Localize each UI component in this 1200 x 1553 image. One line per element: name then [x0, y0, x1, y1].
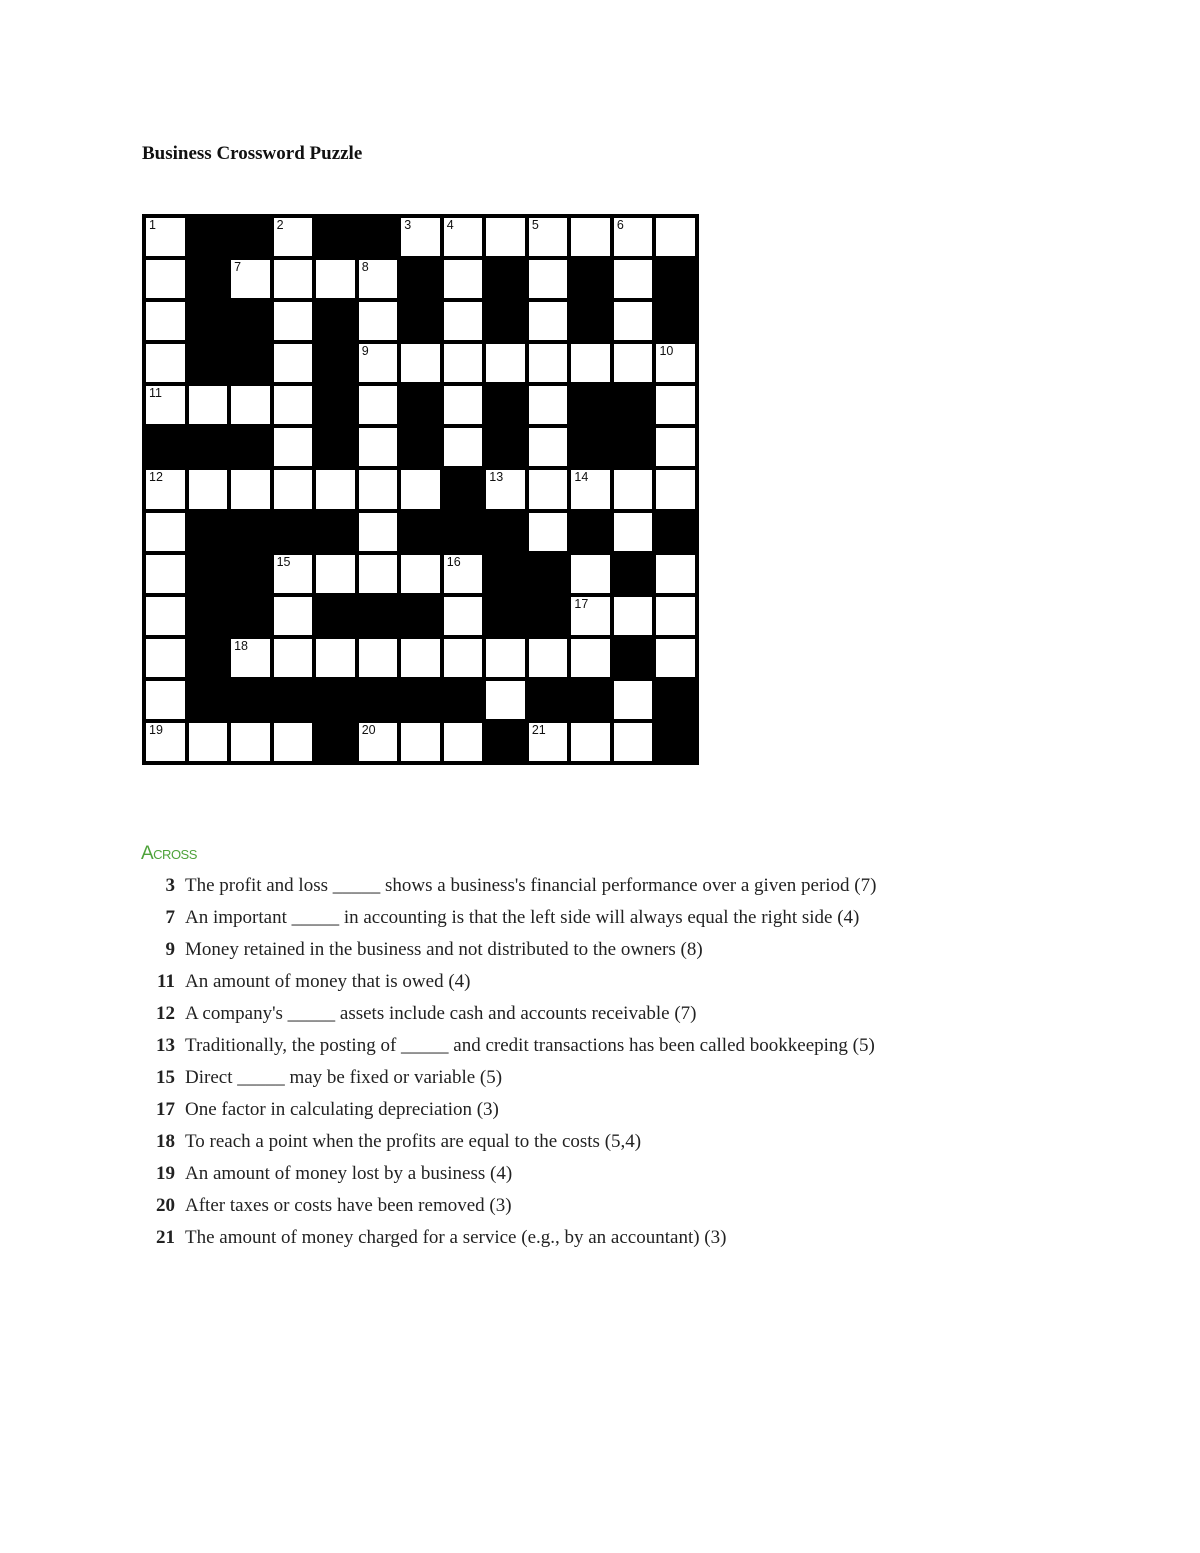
grid-cell[interactable] — [401, 723, 442, 763]
grid-cell[interactable] — [571, 218, 612, 258]
blocked-cell — [187, 637, 230, 679]
grid-cell[interactable] — [359, 723, 400, 763]
clue-text: An amount of money that is owed (4) — [185, 971, 471, 992]
clue-number: 9 — [165, 939, 175, 960]
blocked-cell — [357, 216, 400, 258]
grid-cell[interactable] — [146, 470, 187, 510]
grid-cell[interactable] — [274, 428, 315, 468]
grid-cell[interactable] — [401, 218, 442, 258]
grid-cell[interactable] — [444, 218, 485, 258]
grid-cell[interactable] — [146, 218, 187, 258]
grid-cell[interactable] — [316, 555, 357, 595]
blocked-cell — [229, 426, 272, 468]
blocked-cell — [229, 595, 272, 637]
grid-cell[interactable] — [529, 218, 570, 258]
blocked-cell — [144, 426, 187, 468]
grid-cell[interactable] — [656, 344, 697, 384]
clue-text: Direct _____ may be fixed or variable (5) — [185, 1067, 503, 1088]
grid-cell[interactable] — [274, 260, 315, 300]
grid-cell[interactable] — [444, 302, 485, 342]
grid-cell[interactable] — [359, 428, 400, 468]
blocked-cell — [229, 553, 272, 595]
blocked-cell — [569, 426, 612, 468]
grid-cell[interactable] — [529, 513, 570, 553]
clue-text: Money retained in the business and not distributed to the owners (8) — [185, 939, 703, 960]
cell-number: 21 — [531, 722, 546, 737]
cell-number: 10 — [659, 344, 674, 359]
blocked-cell — [569, 679, 612, 721]
grid-cell[interactable] — [146, 260, 187, 300]
grid-cell[interactable] — [529, 344, 570, 384]
clue-number: 21 — [156, 1227, 175, 1248]
grid-cell[interactable] — [486, 470, 527, 510]
clue-number: 20 — [156, 1195, 175, 1216]
grid-cell[interactable] — [444, 555, 485, 595]
grid-cell[interactable] — [189, 723, 230, 763]
blocked-cell — [314, 679, 357, 721]
grid-cell[interactable] — [571, 597, 612, 637]
blocked-cell — [314, 384, 357, 426]
clue-text: After taxes or costs have been removed (3) — [185, 1195, 512, 1216]
across-heading: Across — [141, 843, 197, 864]
cell-number: 4 — [446, 218, 454, 232]
cell-number: 1 — [149, 218, 156, 232]
grid-cell[interactable] — [614, 681, 655, 721]
clue-number: 7 — [165, 907, 175, 928]
blocked-cell — [187, 553, 230, 595]
blocked-cell — [484, 721, 527, 763]
grid-cell[interactable] — [529, 723, 570, 763]
blocked-cell — [442, 511, 485, 553]
clue-item — [141, 1194, 981, 1218]
grid-cell[interactable] — [656, 386, 697, 426]
grid-cell[interactable] — [444, 386, 485, 426]
grid-cell[interactable] — [274, 302, 315, 342]
grid-cell[interactable] — [359, 470, 400, 510]
blocked-cell — [357, 679, 400, 721]
grid-cell[interactable] — [614, 723, 655, 763]
blocked-cell — [187, 679, 230, 721]
blocked-cell — [314, 721, 357, 763]
blocked-cell — [654, 300, 697, 342]
clue-text: A company's _____ assets include cash and accounts receivable (7) — [185, 1003, 697, 1024]
clue-item — [141, 970, 981, 994]
blocked-cell — [569, 511, 612, 553]
grid-cell[interactable] — [444, 344, 485, 384]
blocked-cell — [654, 679, 697, 721]
grid-cell[interactable] — [359, 639, 400, 679]
grid-cell[interactable] — [359, 555, 400, 595]
grid-cell[interactable] — [529, 302, 570, 342]
clue-number: 3 — [165, 875, 175, 896]
blocked-cell — [187, 511, 230, 553]
cell-number: 8 — [361, 260, 369, 275]
clue-item — [141, 1098, 981, 1122]
clue-number: 17 — [156, 1099, 175, 1120]
clue-item — [141, 1034, 981, 1058]
clue-text: The profit and loss _____ shows a business's financial performance over a given period (7) — [185, 875, 877, 896]
grid-cell[interactable] — [614, 218, 655, 258]
clue-text: To reach a point when the profits are equal to the costs (5,4) — [185, 1131, 642, 1152]
blocked-cell — [484, 300, 527, 342]
grid-cell[interactable] — [316, 470, 357, 510]
grid-cell[interactable] — [486, 218, 527, 258]
grid-cell[interactable] — [571, 555, 612, 595]
blocked-cell — [484, 426, 527, 468]
clue-number: 13 — [156, 1035, 175, 1056]
cell-number: 16 — [446, 554, 461, 569]
cell-number: 3 — [404, 218, 412, 232]
grid-cell[interactable] — [486, 344, 527, 384]
clue-text: One factor in calculating depreciation (3) — [185, 1099, 499, 1120]
grid-cell[interactable] — [189, 470, 230, 510]
cell-number: 13 — [489, 470, 504, 485]
grid-cell[interactable] — [529, 386, 570, 426]
blocked-cell — [527, 595, 570, 637]
cell-number: 2 — [276, 218, 284, 232]
grid-cell[interactable] — [614, 513, 655, 553]
grid-cell[interactable] — [529, 470, 570, 510]
grid-cell[interactable] — [656, 470, 697, 510]
grid-cell[interactable] — [274, 386, 315, 426]
grid-cell[interactable] — [359, 386, 400, 426]
grid-cell[interactable] — [146, 555, 187, 595]
grid-cell[interactable] — [274, 344, 315, 384]
blocked-cell — [399, 426, 442, 468]
blocked-cell — [484, 511, 527, 553]
blocked-cell — [357, 595, 400, 637]
grid-cell[interactable] — [614, 470, 655, 510]
grid-cell[interactable] — [146, 639, 187, 679]
grid-cell[interactable] — [614, 260, 655, 300]
crossword-grid — [142, 214, 699, 765]
blocked-cell — [654, 721, 697, 763]
grid-cell[interactable] — [571, 723, 612, 763]
grid-cell[interactable] — [571, 470, 612, 510]
blocked-cell — [314, 342, 357, 384]
clue-item — [141, 1226, 981, 1250]
grid-cell[interactable] — [231, 723, 272, 763]
across-clue-list — [141, 874, 981, 1258]
blocked-cell — [569, 300, 612, 342]
blocked-cell — [399, 595, 442, 637]
grid-cell[interactable] — [231, 639, 272, 679]
blocked-cell — [229, 679, 272, 721]
grid-cell[interactable] — [359, 260, 400, 300]
blocked-cell — [314, 426, 357, 468]
blocked-cell — [484, 553, 527, 595]
clue-item — [141, 1162, 981, 1186]
grid-cell[interactable] — [359, 344, 400, 384]
clue-item — [141, 874, 981, 898]
clue-number: 18 — [156, 1131, 175, 1152]
clue-text: The amount of money charged for a service (e.g., by an accountant) (3) — [185, 1227, 727, 1248]
grid-cell[interactable] — [146, 513, 187, 553]
cell-number: 14 — [574, 470, 589, 485]
blocked-cell — [569, 258, 612, 300]
grid-cell[interactable] — [274, 597, 315, 637]
cell-number: 18 — [234, 638, 248, 653]
clue-number: 11 — [157, 971, 175, 992]
blocked-cell — [654, 511, 697, 553]
clue-item — [141, 906, 981, 930]
blocked-cell — [612, 637, 655, 679]
blocked-cell — [229, 511, 272, 553]
cell-number: 15 — [276, 554, 291, 569]
grid-cell[interactable] — [146, 302, 187, 342]
blocked-cell — [442, 679, 485, 721]
blocked-cell — [399, 300, 442, 342]
grid-cell[interactable] — [614, 344, 655, 384]
blocked-cell — [187, 595, 230, 637]
grid-cell[interactable] — [656, 597, 697, 637]
cell-number: 5 — [531, 218, 539, 232]
grid-cell[interactable] — [146, 681, 187, 721]
blocked-cell — [399, 511, 442, 553]
blocked-cell — [314, 595, 357, 637]
blocked-cell — [612, 553, 655, 595]
cell-number: 19 — [149, 722, 163, 737]
blocked-cell — [569, 384, 612, 426]
grid-cell[interactable] — [146, 344, 187, 384]
blocked-cell — [187, 216, 230, 258]
grid-cell[interactable] — [274, 723, 315, 763]
grid-cell[interactable] — [274, 470, 315, 510]
cell-number: 9 — [361, 344, 369, 359]
blocked-cell — [272, 679, 315, 721]
grid-cell[interactable] — [316, 260, 357, 300]
blocked-cell — [187, 300, 230, 342]
blocked-cell — [314, 216, 357, 258]
blocked-cell — [399, 679, 442, 721]
blocked-cell — [272, 511, 315, 553]
grid-cell[interactable] — [359, 513, 400, 553]
grid-cell[interactable] — [444, 723, 485, 763]
grid-cell[interactable] — [231, 260, 272, 300]
clue-number: 19 — [156, 1163, 175, 1184]
grid-cell[interactable] — [401, 639, 442, 679]
grid-cell[interactable] — [486, 681, 527, 721]
grid-cell[interactable] — [401, 470, 442, 510]
blocked-cell — [484, 384, 527, 426]
blocked-cell — [399, 258, 442, 300]
grid-cell[interactable] — [571, 639, 612, 679]
grid-cell[interactable] — [231, 470, 272, 510]
cell-number: 7 — [234, 260, 242, 275]
grid-cell[interactable] — [231, 386, 272, 426]
grid-cell[interactable] — [529, 639, 570, 679]
blocked-cell — [314, 300, 357, 342]
clue-number: 15 — [156, 1067, 175, 1088]
blocked-cell — [229, 342, 272, 384]
cell-number: 17 — [574, 596, 589, 611]
clue-number: 12 — [156, 1003, 175, 1024]
clue-item — [141, 938, 981, 962]
blocked-cell — [442, 468, 485, 510]
blocked-cell — [314, 511, 357, 553]
cell-number: 6 — [616, 218, 624, 232]
blocked-cell — [484, 595, 527, 637]
grid-cell[interactable] — [486, 639, 527, 679]
clue-item — [141, 1066, 981, 1090]
grid-cell[interactable] — [656, 639, 697, 679]
grid-cell[interactable] — [529, 260, 570, 300]
blocked-cell — [399, 384, 442, 426]
grid-cell[interactable] — [401, 344, 442, 384]
clue-item — [141, 1002, 981, 1026]
clue-text: An important _____ in accounting is that the left side will always equal the right side (4) — [185, 907, 860, 928]
blocked-cell — [527, 553, 570, 595]
grid-cell[interactable] — [316, 639, 357, 679]
grid-cell[interactable] — [274, 218, 315, 258]
grid-cell[interactable] — [146, 386, 187, 426]
blocked-cell — [187, 426, 230, 468]
grid-cell[interactable] — [614, 302, 655, 342]
blocked-cell — [229, 300, 272, 342]
grid-cell[interactable] — [146, 597, 187, 637]
cell-number: 12 — [149, 470, 163, 485]
blocked-cell — [612, 384, 655, 426]
grid-cell[interactable] — [656, 555, 697, 595]
blocked-cell — [187, 342, 230, 384]
grid-cell[interactable] — [146, 723, 187, 763]
page-title: Business Crossword Puzzle — [142, 143, 363, 164]
clue-item — [141, 1130, 981, 1154]
grid-cell[interactable] — [274, 639, 315, 679]
grid-cell[interactable] — [444, 597, 485, 637]
grid-cell[interactable] — [274, 555, 315, 595]
clue-text: Traditionally, the posting of _____ and credit transactions has been called bookkeeping (5) — [185, 1035, 875, 1056]
blocked-cell — [612, 426, 655, 468]
blocked-cell — [654, 258, 697, 300]
grid-cell[interactable] — [444, 428, 485, 468]
grid-cell[interactable] — [656, 218, 697, 258]
blocked-cell — [229, 216, 272, 258]
grid-cell[interactable] — [571, 344, 612, 384]
cell-number: 11 — [149, 386, 162, 401]
grid-cell[interactable] — [444, 260, 485, 300]
grid-cell[interactable] — [444, 639, 485, 679]
cell-number: 20 — [361, 722, 376, 737]
grid-cell[interactable] — [529, 428, 570, 468]
blocked-cell — [484, 258, 527, 300]
grid-cell[interactable] — [401, 555, 442, 595]
clue-text: An amount of money lost by a business (4) — [185, 1163, 513, 1184]
grid-cell[interactable] — [189, 386, 230, 426]
grid-cell[interactable] — [359, 302, 400, 342]
blocked-cell — [187, 258, 230, 300]
grid-cell[interactable] — [614, 597, 655, 637]
grid-cell[interactable] — [656, 428, 697, 468]
blocked-cell — [527, 679, 570, 721]
